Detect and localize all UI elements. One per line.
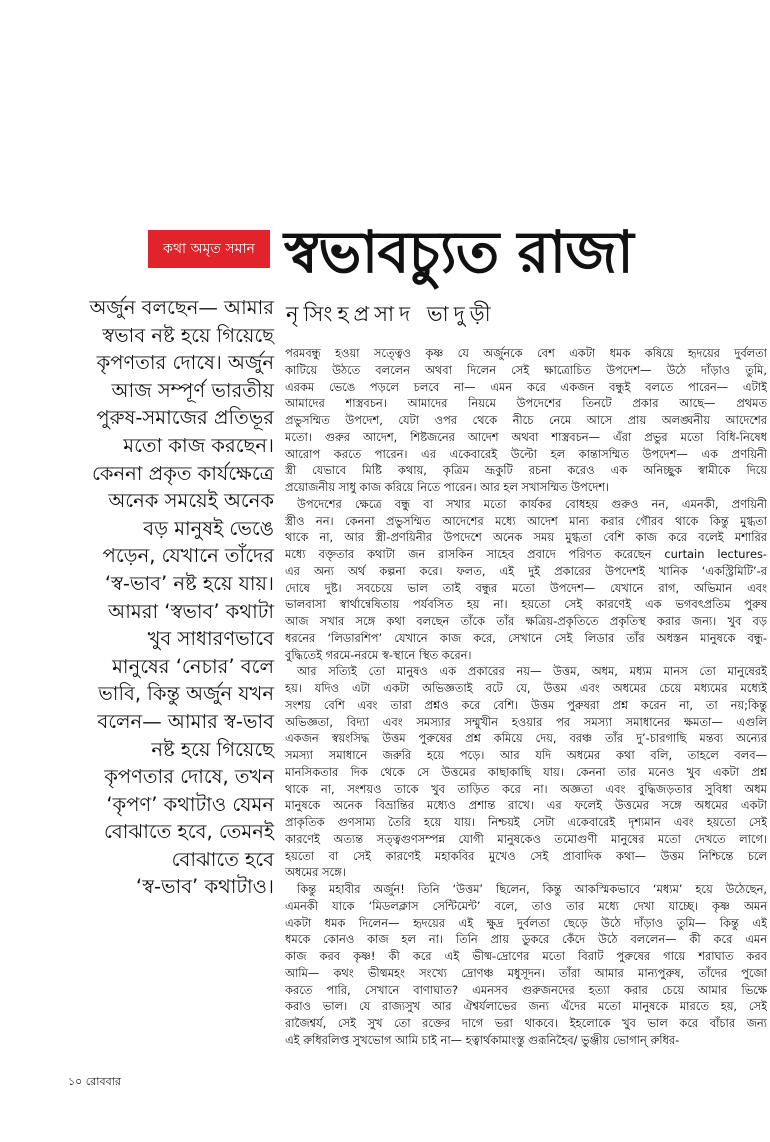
pull-quote-line: ভাবি, কিন্তু অর্জুন যখন <box>98 682 274 706</box>
paragraph-line: রাজৈশ্বর্য, সেই সুখ তো রক্তের দাগে ভরা থাকবে। ইহলোকে খুব ভাল করে বাঁচার জন্য <box>285 1016 767 1030</box>
paragraph-line: সমস্যা সমাধানে জরুরি হয়ে পড়ে। আর যদি অধমের কথা বলি, তাহলে বলব— <box>285 748 767 762</box>
paragraph-line: প্রয়োজনীয় সাধু কাজ করিয়ে নিতে পারেন। আর হল সখাসম্মিত উপদেশ। <box>285 480 610 494</box>
paragraph-line: স্ত্রীও নন। কেননা প্রভুসম্মিত আদেশের মধ্যে আদেশ মান্য করার গৌরব থাকে কিন্তু মুগ্ধতা <box>285 513 767 528</box>
paragraph-line: দোষে দুষ্ট। সবচেয়ে ভাল তাই বন্ধুর মতো উপদেশ— যেখানে রাগ, অভিমান এবং <box>285 580 767 595</box>
pull-quote-line: অনেক সময়েই অনেক <box>108 489 274 513</box>
paragraph-line: আর সত্যিই তো মানুষও এক প্রকারের নয়— উত্তম, অধম, মধ্যম মানস তো মানুষেরই <box>297 664 767 679</box>
pull-quote-line: আজ সম্পূর্ণ ভারতীয় <box>111 378 274 402</box>
pull-quote-line: ‘কৃপণ’ কথাটাও যেমন <box>106 792 274 816</box>
section-label: কথা অমৃত সমান <box>148 230 270 268</box>
pull-quote-line: পড়েন, যেখানে তাঁদের <box>102 544 274 568</box>
pull-quote-line: বোঝাতে হবে, তেমনই <box>104 820 274 844</box>
paragraph <box>285 345 767 496</box>
pull-quote-line: ‘স্ব-ভাব’ কথাটাও। <box>135 875 274 899</box>
pull-quote-line: কেননা প্রকৃত কার্যক্ষেত্রে <box>91 461 274 485</box>
paragraph-line: প্রভুসম্মিত উপদেশ, যেটা ওপর থেকে নীচে নেমে আসে প্রায় অলঙ্ঘনীয় আদেশের <box>285 413 767 427</box>
pull-quote-line: অর্জুন বলছেন— আমার <box>89 296 274 319</box>
paragraph-line: পরমবন্ধু হওয়া সত্ত্বেও কৃষ্ণ যে অর্জুনকে বেশ একটা ধমক কষিয়ে হৃদয়ের দুর্বলতা <box>285 346 767 360</box>
paragraph-line: করাও ভাল। যে রাজ্যসুখ আর ঐশ্বর্যলাভের জন্য এঁদের মতো মানুষকে মারতে হয়, সেই <box>285 999 767 1014</box>
paragraph-line: আরোপ করতে পারেন। এর একেবারেই উল্টো হল কান্তাসম্মিত উপদেশ— এক প্রণয়িনী <box>285 446 767 461</box>
paragraph-line: আমি— কথং ভীষ্মমহং সংখ্যে দ্রোণঞ্চ মধুসূদন। তাঁরা আমার মান্যপুরুষ, তাঁদের পুজো <box>285 965 767 980</box>
paragraph <box>285 663 767 881</box>
paragraph-line: কাজ করব কৃষ্ণ! কী করে এই ভীষ্ম-দ্রোণের মতো বিরাট পুরুষের গায়ে শরাঘাত করব <box>285 949 767 963</box>
pull-quote-line: বোঝাতে হবে <box>171 847 274 871</box>
paragraph-line: এর অন্য অর্থ কল্পনা করে। ফলত, এই দুই প্রকারের উপদেশই খানিক ‘একস্ট্রিমিটি’-র <box>285 563 767 578</box>
paragraph-line: কারণেই অত্যন্ত সত্ত্বগুণসম্পন্ন যোগী মানুষকেও তমোগুণী মানুষের মতো দেখতে লাগে। <box>285 831 767 846</box>
paragraph-line: এমনকী যাকে ‘মিডলক্লাস সেন্টিমেন্ট’ বলে, তাও তার মধ্যে দেখা যাচ্ছে। কৃষ্ণ অমন <box>285 898 767 913</box>
paragraph-line: ধমকে কোনও কাজ হল না। তিনি প্রায় ডুকরে কেঁদে উঠে বললেন— কী করে এমন <box>285 932 767 947</box>
pull-quote-line: স্বভাব নষ্ট হয়ে গিয়েছে <box>102 323 274 347</box>
pull-quote-line: বড় মানুষই ভেঙে <box>143 516 274 540</box>
paragraph-line: অধমের সঙ্গে। <box>285 865 346 880</box>
paragraph-line: ধরনের ‘লিডারশিপ’ যেখানে কাজ করে, সেখানে সেই লিডার তাঁর অধস্তন মানুষকে বন্ধু- <box>285 630 767 645</box>
paragraph-line: প্রাকৃতিক গুণসাম্য তৈরি হয়ে যায়। নিশ্চয়ই সেটা একেবারেই দৃশ্যমান এবং হয়তো সেই <box>285 815 767 829</box>
paragraph-line: মানুষকে অনেক বিভ্রান্তির মধ্যেও প্রশান্ত রাখে। এর ফলেই উত্তমের সঙ্গে অধমের একটা <box>285 798 767 813</box>
paragraph-line: হয়। যদিও এটা একটা অভিজ্ঞতাই বটে যে, উত্তম এবং অধমের চেয়ে মধ্যমের মধ্যেই <box>285 681 767 695</box>
paragraph <box>285 881 767 1049</box>
paragraph-line: মধ্যে বক্তৃতার কথাটা জন রাসকিন সাহেব প্রবাদে পরিণত করেছেন curtain lectures- <box>285 547 767 561</box>
paragraph-line: একটা ধমক দিলেন— হৃদয়ের এই ক্ষুদ্র দুর্বলতা ছেড়ে উঠে দাঁড়াও তুমি— কিন্তু এই <box>285 915 767 930</box>
paragraph-line: আমাদের শাস্ত্রবচন। আমাদের নিয়মে উপদেশের তিনটে প্রকার আছে— প্রথমত <box>285 396 767 411</box>
paragraph-line: অভিজ্ঞতা, বিদ্যা এবং সমস্যার সম্মুখীন হওয়ার পর সমস্যা সমাধানের ক্ষমতা— এগুলি <box>285 714 767 729</box>
article-title: স্বভাবচ্যুত রাজা <box>284 218 633 286</box>
paragraph-line: একজন স্বয়ংসিদ্ধ উত্তম পুরুষের প্রশ্ন কমিয়ে দেয়, বরঞ্চ তাঁর দু’-চারগাছি মন্তব্য অন্যের <box>285 731 767 746</box>
paragraph-line: কাটিয়ে উঠতে বললেন অথবা দিলেন সেই ক্ষাত্রোচিত উপদেশ— উঠে দাঁড়াও তুমি, <box>285 362 767 377</box>
pull-quote-line: বলেন— আমার স্ব-ভাব <box>97 709 274 733</box>
paragraph-line: এরকম ভেঙে পড়লে চলবে না— এমন করে একজন বন্ধুই বলতে পারেন— এটাই <box>285 379 767 394</box>
pull-quote <box>62 294 274 901</box>
page-footer: ১০ রোববার <box>68 1075 121 1088</box>
pull-quote-line: মানুষের ‘নেচার’ বলে <box>112 654 274 678</box>
pull-quote-line: আমরা ‘স্বভাব’ কথাটা <box>108 599 274 623</box>
paragraph-line: হয়তো বা সেই কারণেই মহাকবির মুখেও সেই প্রাবাদিক কথা— উত্তম নিশ্চিন্তে চলে <box>285 848 767 863</box>
pull-quote-line: খুব সাধারণভাবে <box>147 627 274 651</box>
paragraph-line: উপদেশের ক্ষেত্রে বন্ধু বা সখার মতো কার্যকর বোধহয় গুরুও নন, এমনকী, প্রণয়িনী <box>297 496 767 511</box>
pull-quote-line: কৃপণতার দোষে। অর্জুন <box>96 351 274 375</box>
paragraph <box>285 496 767 664</box>
paragraph-line: থাকে না, আর স্ত্রী-প্রণয়িনীর উপদেশে অনেক সময় মুগ্ধতা বেশি কাজ করে বলেই মশারির <box>285 530 767 545</box>
pull-quote-line: পুরুষ-সমাজের প্রতিভূর <box>96 406 274 430</box>
paragraph-line: ভালবাসা স্বার্থান্বেষিতায় পর্যবসিত হয় না। হয়তো সেই কারণেই এক ভগবৎপ্রতিম পুরুষ <box>285 597 767 612</box>
paragraph-line: কিন্তু মহাবীর অর্জুন! তিনি ‘উত্তম’ ছিলেন, কিন্তু আকস্মিকভাবে ‘মধ্যম’ হয়ে উঠেছেন, <box>297 882 767 896</box>
paragraph-line: বুদ্ধিতেই গরমে-নরমে স্ব-স্থানে স্থিত করেন। <box>285 647 472 662</box>
pull-quote-line: মতো কাজ করছেন। <box>123 433 274 457</box>
paragraph-line: এই রুধিরলিপ্ত সুখভোগ আমি চাই না— হত্বার্থকামাংস্তু গুরূনিহৈব/ ভুঞ্জীয় ভোগান্ রুধির- <box>285 1032 680 1047</box>
pull-quote-line: ‘স্ব-ভাব’ নষ্ট হয়ে যায়। <box>104 571 274 595</box>
pull-quote-line: নষ্ট হয়ে গিয়েছে <box>151 737 274 761</box>
paragraph-line: সংশয় বেশি এবং তারা প্রশ্নও করে বেশি। উত্তম পুরুষরা প্রশ্ন করেন না, তা নয়;কিন্তু <box>285 697 767 712</box>
paragraph-line: মানসিকতার দিক থেকে সে উত্তমের কাছাকাছি যায়। কেননা তার মনেও খুব একটা প্রশ্ন <box>285 764 767 779</box>
paragraph-line: আজ সখার সঙ্গে কথা বলছেন তাঁকে তাঁর ক্ষত্রিয়-প্রকৃতিতে প্রকৃতিস্থ করার জন্য। খুব বড় <box>285 614 767 628</box>
author-byline: নৃসিংহপ্রসাদ ভাদুড়ী <box>286 302 496 326</box>
paragraph-line: স্ত্রী যেভাবে মিষ্টি কথায়, কৃত্রিম ভ্রূকুটি রচনা করেও এক অনিচ্ছুক স্বামীকে দিয়ে <box>285 463 767 478</box>
paragraph-line: থাকে না, সংশয়ও তাকে খুব তাড়িত করে না। অজ্ঞতা এবং বুদ্ধিজড়তার সুবিধা অধম <box>285 781 767 796</box>
paragraph-line: মতো। গুরুর আদেশ, শিষ্টজনের আদেশ অথবা শাস্ত্রবচন— এঁরা প্রভুর মতো বিধি-নিষেধ <box>285 429 767 444</box>
pull-quote-line: কৃপণতার দোষে, তখন <box>104 765 274 789</box>
article-body <box>285 345 767 1049</box>
paragraph-line: করতে পারি, সেখানে বাণাঘাত? এমনসব গুরুজনদের হত্যা করার চেয়ে আমার ভিক্ষে <box>285 982 767 997</box>
